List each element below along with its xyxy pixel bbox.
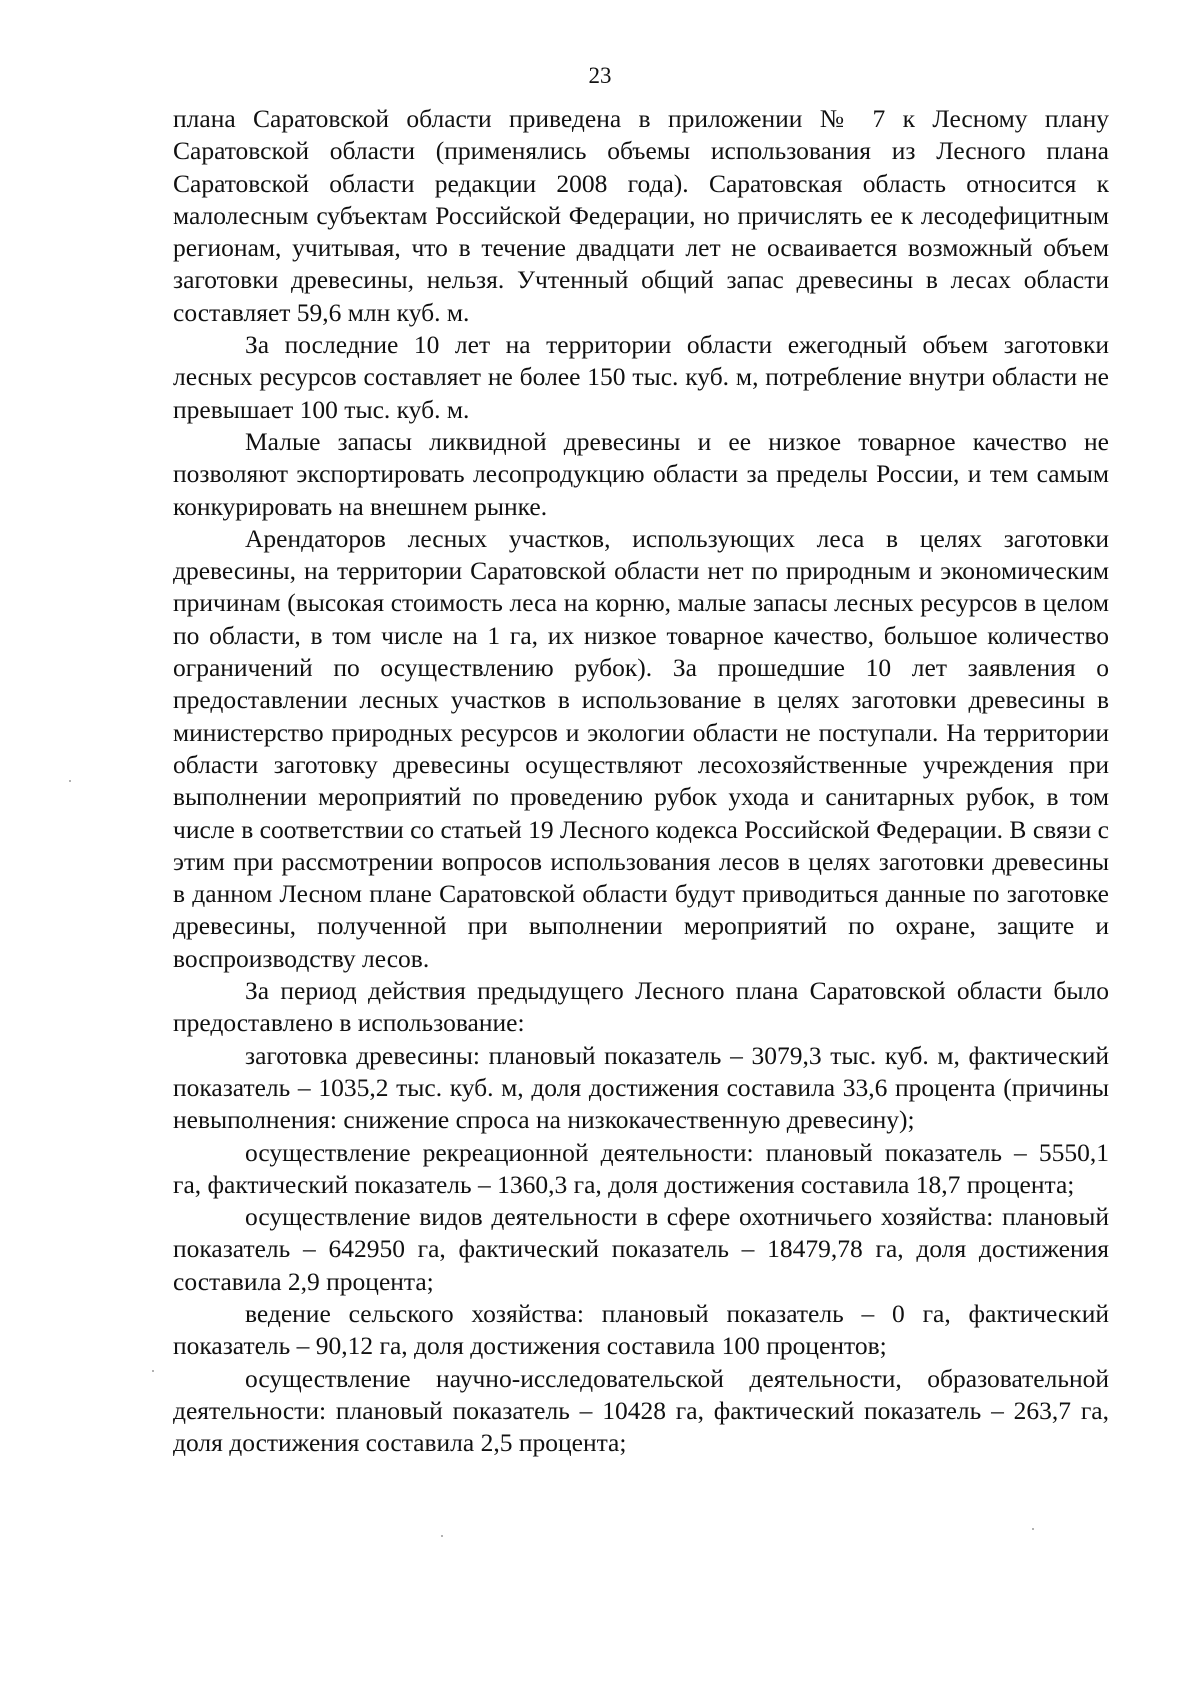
- list-item-research-education: осуществление научно-исследовательской деятельности, образовательной деятельности: плановый показатель – 10428 га, фактический показатель – 263,7 га, доля достижения составила 2,5 процента;: [173, 1363, 1109, 1458]
- scan-speck: [152, 1370, 154, 1372]
- paragraph-4: Арендаторов лесных участков, использующих леса в целях заготовки древесины, на территории Саратовской области нет по природным и экономическим причинам (высокая стоимость леса на корню, малые запасы лесных ресурсов в целом по области, в том числе на 1 га, их низкое товарное качество, большое количество ограничений по осуществлению рубок). За прошедшие 10 лет заявления о предоставлении лесных участков в использование в целях заготовки древесины в министерство природных ресурсов и экологии области не поступали. На территории области заготовку древесины осуществляют лесохозяйственные учреждения при выполнении мероприятий по проведению рубок ухода и санитарных рубок, в том числе в соответствии со статьей 19 Лесного кодекса Российской Федерации. В связи с этим при рассмотрении вопросов использования лесов в целях заготовки древесины в данном Лесном плане Саратовской области будут приводиться данные по заготовке древесины, полученной при выполнении мероприятий по охране, защите и воспроизводству лесов.: [173, 523, 1109, 973]
- list-item-agriculture: ведение сельского хозяйства: плановый показатель – 0 га, фактический показатель – 90,12 га, доля достижения составила 100 процентов;: [173, 1298, 1109, 1361]
- body-text: [173, 103, 1109, 1459]
- paragraph-3: Малые запасы ликвидной древесины и ее низкое товарное качество не позволяют экспортировать лесопродукцию области за пределы России, и тем самым конкурировать на внешнем рынке.: [173, 426, 1109, 521]
- paragraph-1: плана Саратовской области приведена в приложении № 7 к Лесному плану Саратовской области (применялись объемы использования из Лесного плана Саратовской области редакции 2008 года). Саратовская область относится к малолесным субъектам Российской Федерации, но причислять ее к лесодефицитным регионам, учитывая, что в течение двадцати лет не осваивается возможный объем заготовки древесины, нельзя. Учтенный общий запас древесины в лесах области составляет 59,6 млн куб. м.: [173, 104, 1109, 327]
- list-item-timber-harvesting: заготовка древесины: плановый показатель – 3079,3 тыс. куб. м, фактический показатель – 1035,2 тыс. куб. м, доля достижения составила 33,6 процента (причины невыполнения: снижение спроса на низкокачественную древесину);: [173, 1040, 1109, 1135]
- paragraph-2: За последние 10 лет на территории области ежегодный объем заготовки лесных ресурсов составляет не более 150 тыс. куб. м, потребление внутри области не превышает 100 тыс. куб. м.: [173, 330, 1109, 424]
- paragraph-5: За период действия предыдущего Лесного плана Саратовской области было предоставлено в использование:: [173, 976, 1109, 1038]
- list-item-hunting: осуществление видов деятельности в сфере охотничьего хозяйства: плановый показатель – 642950 га, фактический показатель – 18479,78 га, доля достижения составила 2,9 процента;: [173, 1202, 1109, 1296]
- list-item-recreation: осуществление рекреационной деятельности: плановый показатель – 5550,1 га, фактический показатель – 1360,3 га, доля достижения составила 18,7 процента;: [173, 1137, 1109, 1199]
- scan-speck: [1032, 1528, 1034, 1530]
- scan-speck: [69, 780, 71, 782]
- scan-speck: [441, 1535, 443, 1537]
- page-number: 23: [588, 63, 612, 88]
